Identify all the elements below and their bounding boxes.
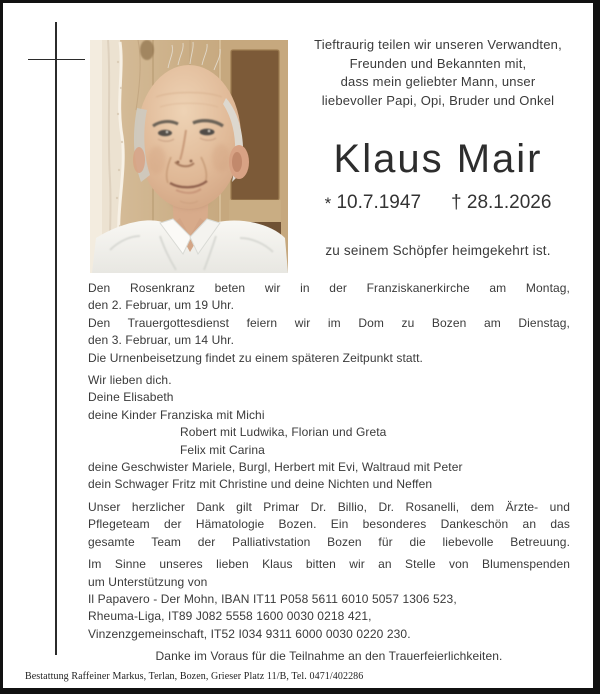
life-dates: [288, 192, 588, 214]
donations-line: um Unterstützung von: [88, 574, 208, 589]
family-line: deine Geschwister Mariele, Burgl, Herbert mit Evi, Waltraud mit Peter: [88, 460, 463, 475]
donations-line: Im Sinne unseres lieben Klaus bitten wir an Stelle von Blumenspenden: [88, 557, 570, 572]
family-line: deine Kinder Franziska mit Michi: [88, 407, 265, 422]
funeral-home-footer: Bestattung Raffeiner Markus, Terlan, Bozen, Grieser Platz 11/B, Tel. 0471/402286: [25, 671, 364, 682]
cross-horizontal-line: [28, 59, 85, 61]
thanks-line: gesamte Team der Palliativstation Bozen für die liebevolle Betreuung.: [88, 534, 570, 549]
birth-date: [325, 192, 421, 214]
thanks-paragraph: [88, 499, 570, 551]
returned-to-creator-line: zu seinem Schöpfer heimgekehrt ist.: [325, 243, 551, 258]
schedule-line: Den Rosenkranz beten wir in der Franziskanerkirche am Montag,: [88, 281, 570, 295]
donations-line: Il Papavero - Der Mohn, IBAN IT11 P058 5611 6010 5057 1306 523,: [88, 591, 457, 606]
family-line: Robert mit Ludwika, Florian und Greta: [180, 425, 387, 440]
thanks-line: Pflegeteam der Hämatologie Bozen. Ein besonderes Dankeschön an das: [88, 517, 570, 532]
intro-text: [290, 36, 586, 110]
intro-line: liebevoller Papi, Opi, Bruder und Onkel: [321, 92, 555, 108]
donations-paragraph: [88, 556, 570, 643]
donations-line: Rheuma-Liga, IT89 J082 5558 1600 0030 0218 421,: [88, 609, 372, 624]
schedule-line: den 2. Februar, um 19 Uhr.: [88, 298, 235, 313]
intro-line: Tieftraurig teilen wir unseren Verwandten,: [314, 37, 562, 52]
birth-star-symbol: *: [324, 194, 332, 213]
schedule-line: den 3. Februar, um 14 Uhr.: [88, 333, 235, 348]
schedule-paragraph: [88, 280, 570, 367]
schedule-line: Die Urnenbeisetzung findet zu einem späteren Zeitpunkt statt.: [88, 350, 423, 365]
donations-line: Vinzenzgemeinschaft, IT52 I034 9311 6000 0030 0220 230.: [88, 626, 411, 641]
intro-line: dass mein geliebter Mann, unser: [340, 74, 536, 89]
closing-paragraph: [88, 648, 570, 665]
deceased-name: Klaus Mair: [333, 137, 543, 181]
family-line: Felix mit Carina: [180, 442, 265, 457]
schedule-line: Den Trauergottesdienst feiern wir im Dom zu Bozen am Dienstag,: [88, 315, 570, 330]
portrait-photo: [90, 40, 288, 273]
family-line: Wir lieben dich.: [88, 373, 172, 388]
notice-body: [88, 280, 570, 671]
family-line: Deine Elisabeth: [88, 390, 174, 405]
intro-line: Freunden und Bekannten mit,: [349, 55, 527, 71]
birth-date-value: 10.7.1947: [336, 192, 422, 213]
death-cross-symbol: †: [451, 192, 462, 213]
family-paragraph: [88, 372, 570, 494]
death-date-value: 28.1.2026: [466, 192, 552, 213]
cross-vertical-line: [55, 22, 57, 655]
closing-line: Danke im Voraus für die Teilnahme an den Trauerfeierlichkeiten.: [155, 649, 503, 664]
death-date: [451, 192, 551, 214]
thanks-line: Unser herzlicher Dank gilt Primar Dr. Billio, Dr. Rosanelli, dem Ärzte- und: [88, 499, 570, 514]
family-line: dein Schwager Fritz mit Christine und deine Nichten und Neffen: [88, 477, 433, 492]
